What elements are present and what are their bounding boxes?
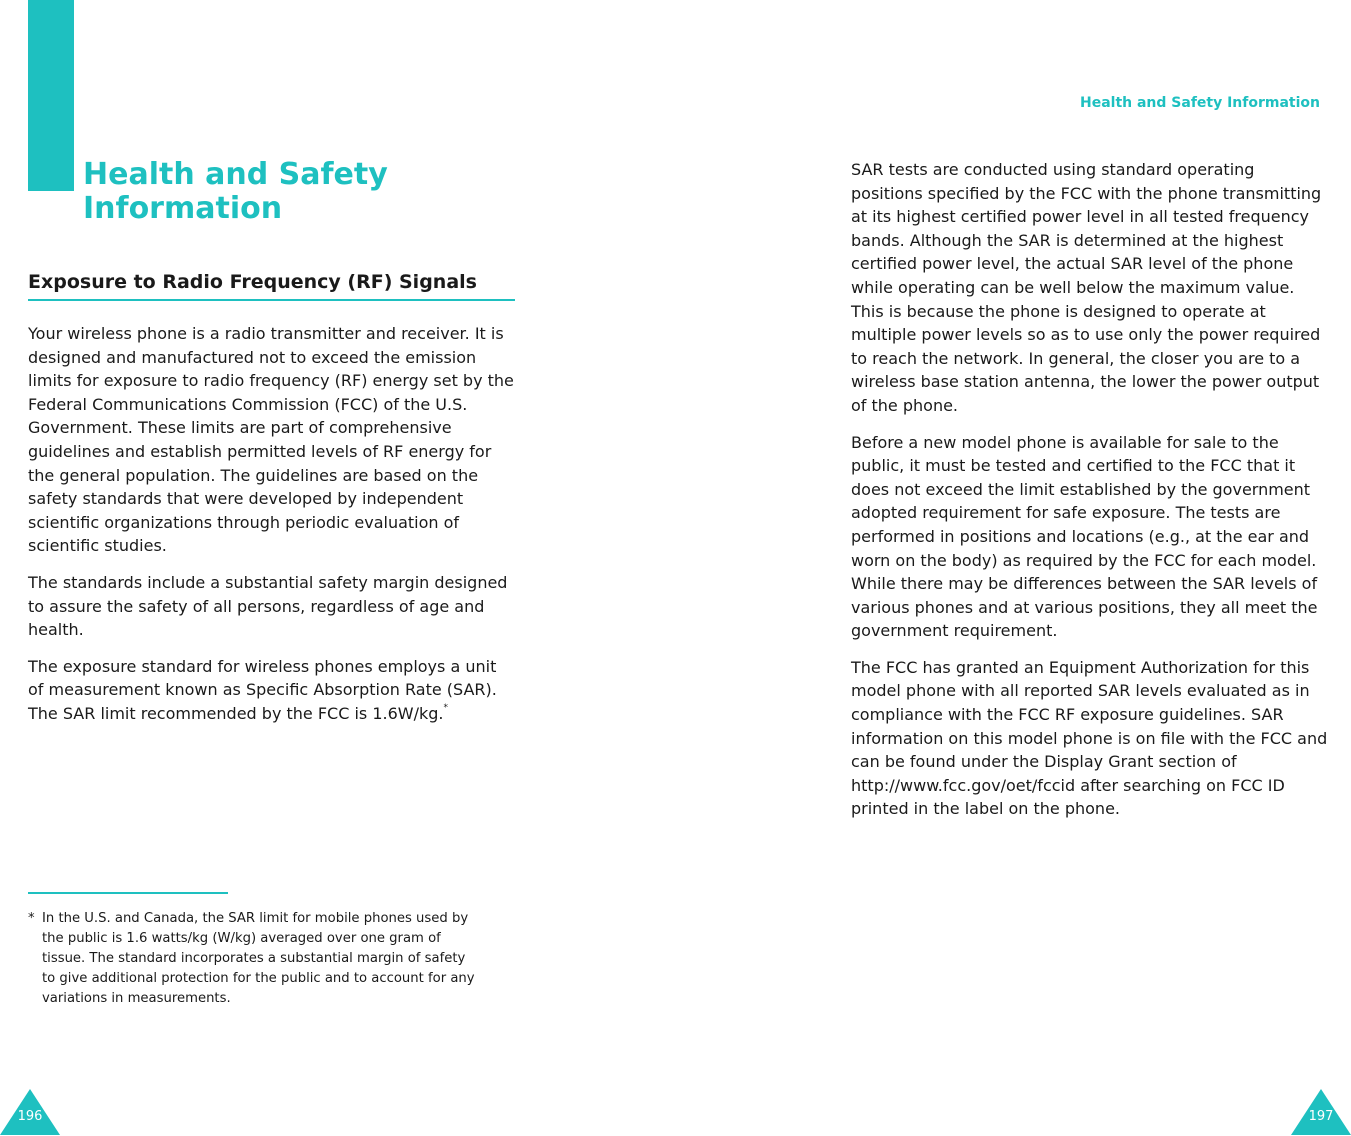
chapter-accent-bar	[28, 0, 74, 191]
body-paragraph: The standards include a substantial safety margin designed to assure the safety of all persons, regardless of age and health.	[28, 572, 508, 640]
footnote-reference: *	[443, 702, 448, 713]
body-paragraph: Before a new model phone is available for sale to the public, it must be tested and certified to the FCC that it does not exceed the limit established by the government adopted requirement for safe exposure. The tests are performed in positions and locations (e.g., at the ear and worn on the body) as required by the FCC for each model. While there may be differences between the SAR levels of various phones and at various positions, they all meet the government requirement.	[851, 432, 1318, 641]
right-page-body	[851, 158, 1329, 834]
footnote-text: In the U.S. and Canada, the SAR limit for mobile phones used by the public is 1.6 watts/kg (W/kg) averaged over one gram of tissue. The standard incorporates a substantial margin of safety to give additional protection for the public and to account for any variations in measurements.	[42, 911, 475, 1006]
body-paragraph-sar-limit	[28, 655, 515, 726]
page-number-left: 196	[17, 1109, 43, 1124]
footnote-divider	[28, 892, 228, 894]
body-paragraph: SAR tests are conducted using standard operating positions specified by the FCC with the phone transmitting at its highest certified power level in all tested frequency bands. Although the SAR is determined at the highest certified power level, the actual SAR level of the phone while operating can be well below the maximum value. This is because the phone is designed to operate at multiple power levels so as to use only the power required to reach the network. In general, the closer you are to a wireless base station antenna, the lower the power output of the phone.	[851, 160, 1322, 415]
footnote-mark: *	[28, 911, 35, 926]
page-number-right: 197	[1308, 1109, 1334, 1124]
sar-limit-text: The exposure standard for wireless phones employs a unit of measurement known as Specific Absorption Rate (SAR). The SAR limit recommended by the FCC is 1.6W/kg.	[28, 656, 497, 723]
body-paragraph: The FCC has granted an Equipment Authorization for this model phone with all reported SAR levels evaluated as in compliance with the FCC RF exposure guidelines. SAR information on this model phone is on file with the FCC and can be found under the Display Grant section of http://www.fcc.gov/oet/fccid after searching on FCC ID printed in the label on the phone.	[851, 657, 1328, 819]
body-paragraph: Your wireless phone is a radio transmitter and receiver. It is designed and manufactured not to exceed the emission limits for exposure to radio frequency (RF) energy set by the Federal Communications Commission (FCC) of the U.S. Government. These limits are part of comprehensive guidelines and establish permitted levels of RF energy for the general population. The guidelines are based on the safety standards that were developed by independent scientific organizations through periodic evaluation of scientific studies.	[28, 324, 514, 556]
running-header: Health and Safety Information	[1079, 95, 1320, 111]
section-heading: Exposure to Radio Frequency (RF) Signals	[28, 270, 515, 301]
footnote	[28, 909, 478, 1009]
chapter-title: Health and Safety Information	[83, 157, 388, 226]
left-page-body	[28, 322, 515, 739]
